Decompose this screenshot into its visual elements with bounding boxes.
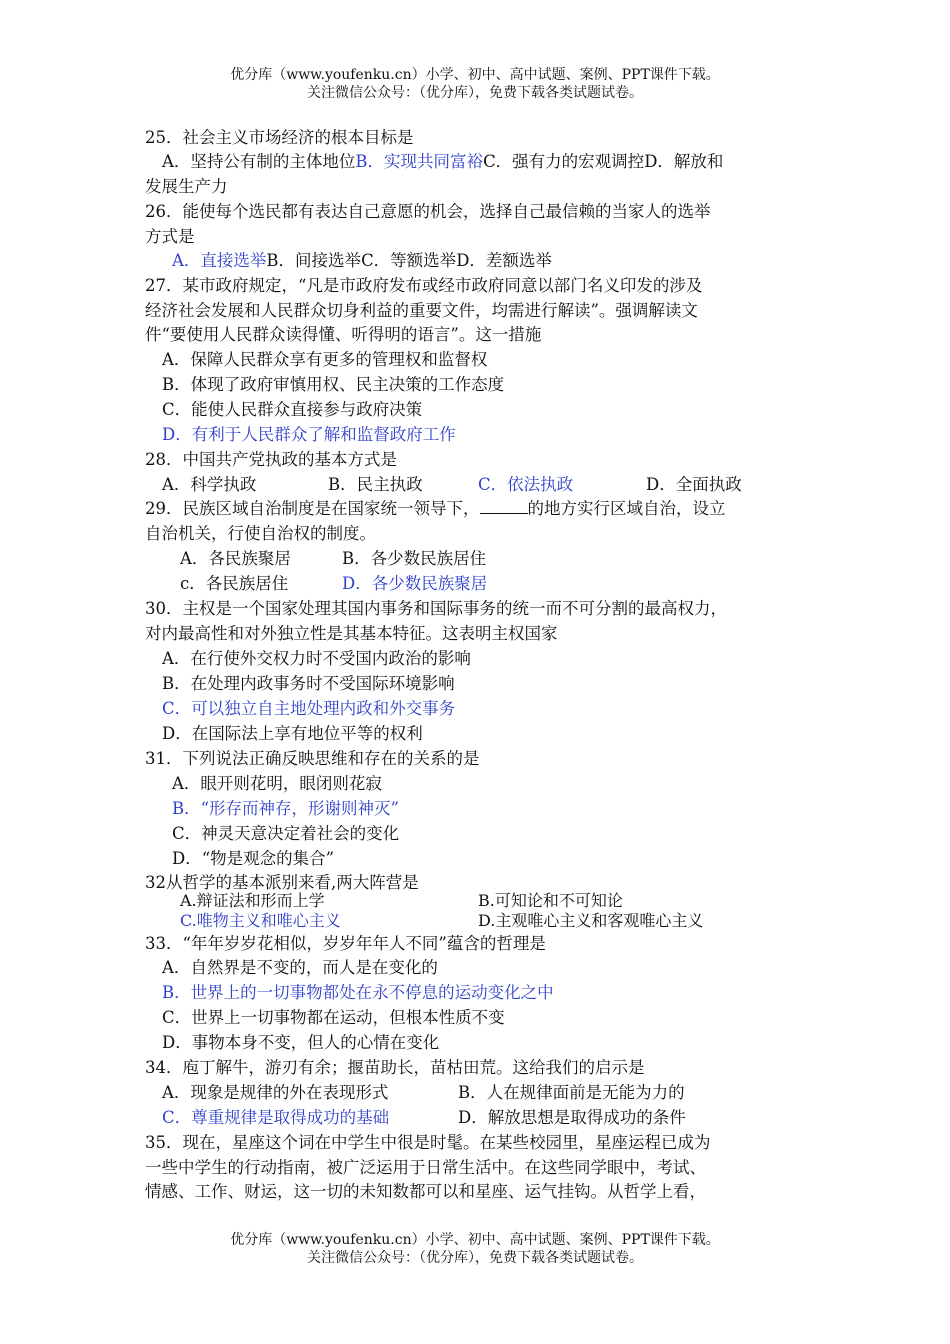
q25-options bbox=[162, 150, 723, 174]
q30-option-c: C．可以独立自主地处理内政和外交事务 bbox=[162, 699, 456, 718]
q30-option-d: D．在国际法上享有地位平等的权利 bbox=[162, 724, 423, 743]
q27-stem-1: 27．某市政府规定，“凡是市政府发布或经市政府同意以部门名义印发的涉及 bbox=[145, 276, 703, 295]
q30-stem-2: 对内最高性和对外独立性是其基本特征。这表明主权国家 bbox=[145, 624, 558, 643]
q25-option-c: C．强有力的宏观调控 bbox=[483, 152, 645, 171]
q31-option-a: A．眼开则花明，眼闭则花寂 bbox=[172, 774, 382, 793]
q31-option-c: C．神灵天意决定着社会的变化 bbox=[172, 824, 400, 843]
q31-stem: 31．下列说法正确反映思维和存在的关系的是 bbox=[145, 749, 480, 768]
q32-option-a: A.辩证法和形而上学 bbox=[180, 891, 325, 910]
q28-option-b: B．民主执政 bbox=[328, 475, 423, 494]
q27-stem-3: 件“要使用人民群众读得懂、听得明的语言”。这一措施 bbox=[145, 325, 542, 344]
q26-options bbox=[172, 249, 552, 273]
page-header bbox=[0, 66, 950, 102]
q29-blank bbox=[480, 499, 528, 514]
q26-stem-2: 方式是 bbox=[145, 227, 195, 246]
q26-option-d: D．差额选举 bbox=[456, 251, 552, 270]
q28-stem: 28．中国共产党执政的基本方式是 bbox=[145, 450, 397, 469]
q32-option-c: C.唯物主义和唯心主义 bbox=[180, 911, 341, 930]
q26-stem-1: 26．能使每个选民都有表达自己意愿的机会，选择自己最信赖的当家人的选举 bbox=[145, 202, 711, 221]
q33-option-d: D．事物本身不变，但人的心情在变化 bbox=[162, 1033, 440, 1052]
q25-stem: 25．社会主义市场经济的根本目标是 bbox=[145, 128, 414, 147]
q29-option-c: c．各民族居住 bbox=[180, 574, 289, 593]
q30-option-a: A．在行使外交权力时不受国内政治的影响 bbox=[162, 649, 471, 668]
q26-option-b: B．间接选举 bbox=[266, 251, 362, 270]
header-line-2: 关注微信公众号：（优分库），免费下载各类试题试卷。 bbox=[307, 85, 643, 101]
q27-option-c: C．能使人民群众直接参与政府决策 bbox=[162, 400, 423, 419]
q30-stem-1: 30．主权是一个国家处理其国内事务和国际事务的统一而不可分割的最高权力， bbox=[145, 599, 727, 618]
q26-option-a: A．直接选举 bbox=[172, 251, 267, 270]
q29-stem-1b: 的地方实行区域自治，设立 bbox=[527, 499, 726, 518]
q29-stem-2: 自治机关，行使自治权的制度。 bbox=[145, 524, 376, 543]
q33-option-a: A．自然界是不变的，而人是在变化的 bbox=[162, 958, 438, 977]
q32-stem: 32从哲学的基本派别来看,两大阵营是 bbox=[145, 873, 419, 892]
page-footer bbox=[0, 1231, 950, 1267]
q34-option-d: D．解放思想是取得成功的条件 bbox=[458, 1108, 686, 1127]
q29-stem-1 bbox=[145, 497, 726, 521]
q32-option-d: D.主观唯心主义和客观唯心主义 bbox=[478, 911, 704, 930]
q29-option-b: B．各少数民族居住 bbox=[342, 549, 487, 568]
q35-stem-2: 一些中学生的行动指南，被广泛运用于日常生活中。在这些同学眼中，考试、 bbox=[145, 1158, 706, 1177]
q25-option-a: A．坚持公有制的主体地位 bbox=[162, 152, 356, 171]
q32-option-b: B.可知论和不可知论 bbox=[478, 891, 623, 910]
q28-option-d: D．全面执政 bbox=[646, 475, 742, 494]
q34-option-b: B．人在规律面前是无能为力的 bbox=[458, 1083, 685, 1102]
header-line-1: 优分库（www.youfenku.cn）小学、初中、高中试题、案例、PPT课件下载。 bbox=[230, 67, 720, 83]
q31-option-b: B．“形存而神存，形谢则神灭” bbox=[172, 799, 399, 818]
q25-option-d: D．解放和 bbox=[644, 152, 724, 171]
q29-option-d: D．各少数民族聚居 bbox=[342, 574, 488, 593]
q34-stem: 34．庖丁解牛，游刃有余；揠苗助长，苗枯田荒。这给我们的启示是 bbox=[145, 1058, 645, 1077]
q28-option-c: C．依法执政 bbox=[478, 475, 574, 494]
q27-option-b: B．体现了政府审慎用权、民主决策的工作态度 bbox=[162, 375, 505, 394]
q25-option-d-cont: 发展生产力 bbox=[145, 177, 228, 196]
q33-stem: 33．“年年岁岁花相似，岁岁年年人不同”蕴含的哲理是 bbox=[145, 934, 546, 953]
q26-option-c: C．等额选举 bbox=[361, 251, 457, 270]
q33-option-c: C．世界上一切事物都在运动，但根本性质不变 bbox=[162, 1008, 505, 1027]
q35-stem-3: 情感、工作、财运，这一切的未知数都可以和星座、运气挂钩。从哲学上看， bbox=[145, 1182, 706, 1201]
footer-line-2: 关注微信公众号：（优分库），免费下载各类试题试卷。 bbox=[307, 1250, 643, 1266]
q27-option-d: D．有利于人民群众了解和监督政府工作 bbox=[162, 425, 456, 444]
q34-option-c: C．尊重规律是取得成功的基础 bbox=[162, 1108, 390, 1127]
q30-option-b: B．在处理内政事务时不受国际环境影响 bbox=[162, 674, 455, 693]
q29-option-a: A．各民族聚居 bbox=[180, 549, 291, 568]
q35-stem-1: 35．现在，星座这个词在中学生中很是时髦。在某些校园里，星座运程已成为 bbox=[145, 1133, 711, 1152]
q34-option-a: A．现象是规律的外在表现形式 bbox=[162, 1083, 389, 1102]
q28-option-a: A．科学执政 bbox=[162, 475, 257, 494]
q27-stem-2: 经济社会发展和人民群众切身利益的重要文件，均需进行解读”。强调解读文 bbox=[145, 301, 698, 320]
footer-line-1: 优分库（www.youfenku.cn）小学、初中、高中试题、案例、PPT课件下载。 bbox=[230, 1232, 720, 1248]
q29-stem-1a: 29．民族区域自治制度是在国家统一领导下， bbox=[145, 499, 480, 518]
q25-option-b: B．实现共同富裕 bbox=[355, 152, 484, 171]
q31-option-d: D．“物是观念的集合” bbox=[172, 849, 335, 868]
q27-option-a: A．保障人民群众享有更多的管理权和监督权 bbox=[162, 350, 488, 369]
q33-option-b: B．世界上的一切事物都处在永不停息的运动变化之中 bbox=[162, 983, 554, 1002]
